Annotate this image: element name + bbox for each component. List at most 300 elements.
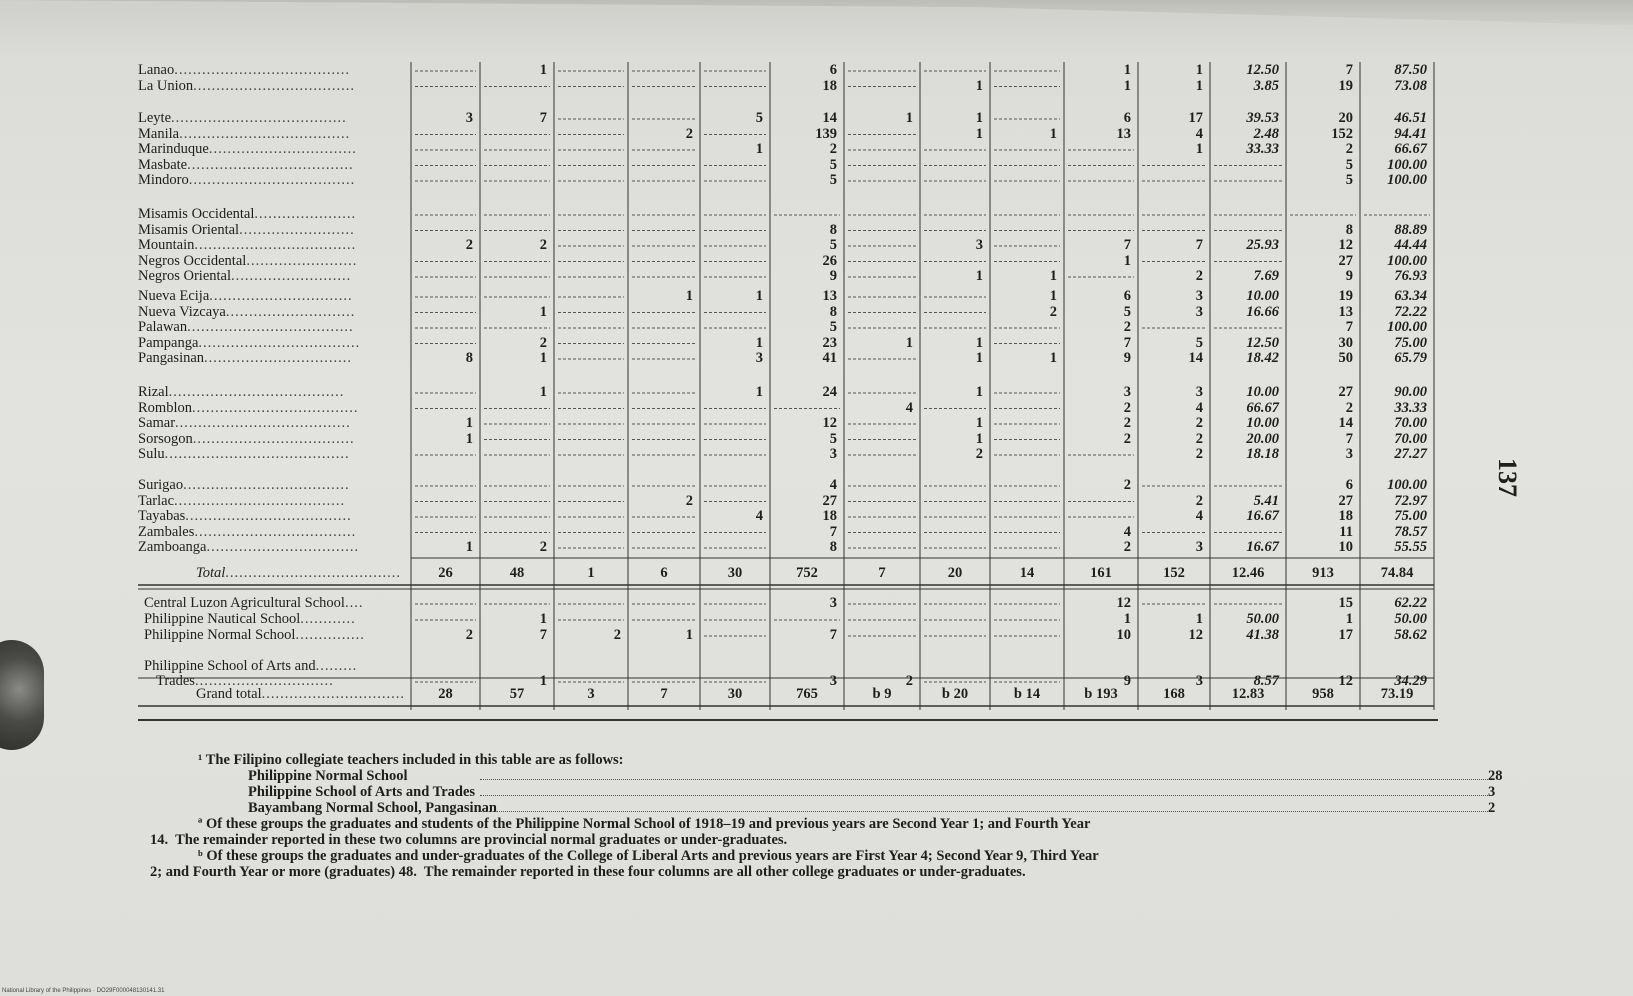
row-label-text: Leyte xyxy=(138,110,172,126)
table-cell: 3 xyxy=(587,686,595,702)
table-cell: 7 xyxy=(1345,319,1353,335)
table-cell: 1 xyxy=(905,110,913,126)
row-label-text: Sorsogon xyxy=(138,430,193,447)
table-cell: 17 xyxy=(1188,110,1203,126)
table-cell: 10.00 xyxy=(1246,288,1279,304)
footnotes xyxy=(150,752,1503,880)
table-cell: 8 xyxy=(829,221,837,238)
row-label-text: Masbate xyxy=(138,156,188,173)
table-cell: 1 xyxy=(975,334,983,351)
footnote-b-line xyxy=(150,864,1500,880)
table-cell: 2 xyxy=(1123,539,1131,555)
table-cell: 5 xyxy=(1123,303,1131,320)
table-cell: 9 xyxy=(1123,350,1131,366)
footnote-a-text: ª Of these groups the graduates and students of the Philippine Normal School of 1918–19 and previous years are Second Year 1; and Fourth Year xyxy=(198,816,1091,832)
table-cell: 27 xyxy=(1338,384,1353,400)
table-cell: 1 xyxy=(755,384,763,400)
leader-dots: .................................... xyxy=(187,319,354,335)
scan-credit: National Library of the Philippines · DO29F000048130141.31 xyxy=(2,988,165,994)
table-cell: 7 xyxy=(660,686,668,702)
table-cell: 87.50 xyxy=(1394,62,1427,78)
footnote-1-intro xyxy=(150,752,1500,768)
table-cell: 18.18 xyxy=(1246,446,1279,462)
table-cell: 63.34 xyxy=(1394,288,1427,304)
table-cell: 3 xyxy=(1195,384,1203,400)
institution-count: 2 xyxy=(1488,800,1496,816)
table-cell: 8 xyxy=(829,303,837,320)
table-cell: 1 xyxy=(685,627,693,643)
leader-dots: ...................................... xyxy=(175,415,351,431)
table-cell: 1 xyxy=(1195,611,1203,627)
table-cell: 72.22 xyxy=(1394,303,1427,320)
grand-total-row xyxy=(196,686,405,702)
row-label-text: Lanao xyxy=(138,62,175,78)
table-cell: 26 xyxy=(822,252,837,269)
row-label-text: Negros Oriental xyxy=(138,268,232,284)
leader-dots: .................................... xyxy=(183,477,350,493)
table-cell: 7 xyxy=(1195,237,1203,253)
table-cell: 27 xyxy=(1338,492,1353,509)
table-cell: 6 xyxy=(660,565,668,581)
school-row xyxy=(144,627,365,643)
table-cell: 20.00 xyxy=(1246,430,1279,447)
table-cell: 12 xyxy=(1338,237,1353,253)
province-row xyxy=(138,141,357,157)
table-cell: 1 xyxy=(975,384,983,400)
table-cell: 152 xyxy=(1331,125,1353,142)
table-cell: 5 xyxy=(829,430,837,447)
table-cell: 12.50 xyxy=(1246,334,1279,351)
table-cell: 2 xyxy=(1195,492,1203,509)
table-cell: 7 xyxy=(829,523,837,540)
table-cell: 14 xyxy=(1338,415,1353,431)
table-cell: 50 xyxy=(1338,350,1353,366)
table-cell: 3 xyxy=(1195,673,1203,689)
table-cell: 30 xyxy=(727,565,743,581)
table-cell: 100.00 xyxy=(1387,252,1427,269)
table-cell: 72.97 xyxy=(1394,492,1427,509)
leader-dots: ...................................... xyxy=(225,565,402,581)
table-cell: 2 xyxy=(465,237,473,253)
table-cell: 2 xyxy=(539,334,547,351)
footnote-b-text: 2; and Fourth Year or more (graduates) 48. The remainder reported in these four columns are all other college graduates or under-graduates. xyxy=(150,864,1026,880)
table-cell: 20 xyxy=(947,565,963,581)
table-cell: 4 xyxy=(755,508,763,524)
leader-dots: ...................................... xyxy=(168,384,345,400)
province-row xyxy=(138,62,350,78)
table-cell: 1 xyxy=(539,62,547,78)
leader-dots: ............ xyxy=(300,611,356,627)
table-cell: b 193 xyxy=(1084,686,1118,702)
table-cell: 50.00 xyxy=(1246,611,1279,627)
table-cell: 3 xyxy=(829,595,837,611)
table-cell: 2 xyxy=(1123,430,1131,447)
table-cell: 3 xyxy=(755,350,763,366)
table-cell: b 20 xyxy=(941,686,969,702)
table-cell: 2 xyxy=(685,492,693,509)
table-cell: 7 xyxy=(1123,237,1131,253)
row-label-text: Nueva Ecija xyxy=(138,288,210,304)
table-cell: 2 xyxy=(685,125,693,142)
leader-dots: ................................... xyxy=(192,430,355,447)
table-cell: 1 xyxy=(1123,252,1131,269)
leader-dots: ..................................... xyxy=(179,125,351,142)
table-cell: 1 xyxy=(975,415,983,431)
row-label-text: Misamis Occidental xyxy=(138,206,255,222)
row-label-text: Surigao xyxy=(138,477,184,493)
row-label-text: Nueva Vizcaya xyxy=(138,303,226,320)
row-label-text: Negros Occidental xyxy=(138,252,247,269)
table-cell: 10 xyxy=(1338,539,1353,555)
table-cell: 8 xyxy=(829,539,837,555)
table-cell: 41 xyxy=(822,350,837,366)
row-label-text: Philippine Nautical School xyxy=(144,611,301,627)
table-cell: 168 xyxy=(1163,686,1185,702)
table-cell: 33.33 xyxy=(1394,399,1427,416)
province-row xyxy=(138,431,355,447)
table-cell: 13 xyxy=(1116,125,1131,142)
school-row xyxy=(144,658,357,674)
row-label-text: Mountain xyxy=(138,237,195,253)
province-row xyxy=(138,206,356,222)
province-row xyxy=(138,508,352,524)
province-row xyxy=(138,222,355,238)
table-cell: 7.69 xyxy=(1253,268,1279,284)
row-label-text: Philippine School of Arts and xyxy=(144,658,316,674)
table-cell: 12.83 xyxy=(1231,686,1265,702)
table-cell: 1 xyxy=(539,303,547,320)
table-cell: b 14 xyxy=(1013,686,1041,702)
institution-count: 28 xyxy=(1488,768,1503,784)
table-cell: 7 xyxy=(539,627,547,643)
table-cell: 50.00 xyxy=(1394,611,1427,627)
row-label-text: Mindoro xyxy=(138,172,189,188)
table-cell: 9 xyxy=(829,268,837,284)
table-cell: 18 xyxy=(822,508,837,524)
province-row xyxy=(138,126,350,142)
table-cell: 2 xyxy=(1195,268,1203,284)
table-cell: 2 xyxy=(1195,415,1203,431)
table-cell: 4 xyxy=(1195,125,1203,142)
table-cell: 7 xyxy=(829,627,837,643)
table-cell: 2 xyxy=(1049,303,1057,320)
row-label-text: Palawan xyxy=(138,319,188,335)
table-cell: 100.00 xyxy=(1387,172,1427,188)
table-cell: 73.19 xyxy=(1380,686,1414,702)
table-cell: 3 xyxy=(1195,288,1203,304)
institution-name: Bayambang Normal School, Pangasinan xyxy=(248,800,497,816)
row-label-text: Pampanga xyxy=(138,334,199,351)
table-cell: 44.44 xyxy=(1394,237,1427,253)
table-cell: 94.41 xyxy=(1394,125,1427,142)
leader-dots: .................................... xyxy=(191,399,359,416)
table-cell: 1 xyxy=(975,77,983,94)
row-label-text: Manila xyxy=(138,125,180,142)
table-cell: 1 xyxy=(905,334,913,351)
row-label-text: Tarlac xyxy=(138,492,175,509)
table-cell: 7 xyxy=(1345,62,1353,78)
table-cell: 12 xyxy=(822,415,837,431)
province-row xyxy=(138,288,353,304)
footnote-b-line xyxy=(150,848,1500,864)
thumb-shadow xyxy=(0,640,44,750)
province-row xyxy=(138,493,345,509)
row-label-text: Samar xyxy=(138,415,176,431)
row-label-text: Grand total xyxy=(196,686,262,702)
table-cell: 6 xyxy=(829,62,837,78)
table-cell: 18.42 xyxy=(1246,350,1279,366)
leader-dots: ...................... xyxy=(254,206,357,222)
table-cell: 58.62 xyxy=(1394,627,1427,643)
table-cell: 39.53 xyxy=(1246,110,1279,126)
table-cell: 75.00 xyxy=(1394,508,1427,524)
total-row xyxy=(196,565,401,581)
table-cell: 2 xyxy=(1123,399,1131,416)
table-cell: 73.08 xyxy=(1394,77,1427,94)
table-cell: 1 xyxy=(755,288,763,304)
table-cell: 4 xyxy=(905,399,913,416)
table-cell: 765 xyxy=(796,686,818,702)
table-cell: 1 xyxy=(755,141,763,157)
province-row xyxy=(138,415,351,431)
leader-dots: ......... xyxy=(315,658,358,674)
table-cell: 2 xyxy=(1345,141,1353,157)
province-row xyxy=(138,110,347,126)
footnote-b-text: ᵇ Of these groups the graduates and under-graduates of the College of Liberal Arts and previous years are First Year 4; Second Year 9, Third Year xyxy=(198,848,1099,864)
table-cell: 10 xyxy=(1116,627,1131,643)
leader-dots: ................................ xyxy=(204,350,353,366)
row-label-text: Zamboanga xyxy=(138,539,207,555)
table-cell: 5 xyxy=(829,319,837,335)
table-cell: 74.84 xyxy=(1380,565,1414,581)
table-cell: 1 xyxy=(975,110,983,126)
footnote-a-text: 14. The remainder reported in these two columns are provincial normal graduates or under-graduates. xyxy=(150,832,788,848)
table-cell: 88.89 xyxy=(1394,221,1427,238)
table-cell: 1 xyxy=(975,125,983,142)
leader-dots: ........................................ xyxy=(164,446,350,462)
table-cell: 4 xyxy=(1195,399,1203,416)
table-cell: 12.50 xyxy=(1246,62,1279,78)
table-cell: 5 xyxy=(829,237,837,253)
leader-dots: ............... xyxy=(295,627,365,643)
table-cell: 152 xyxy=(1163,565,1185,581)
table-cell: 1 xyxy=(539,673,547,689)
table-cell: 2 xyxy=(1123,319,1131,335)
table-cell: 139 xyxy=(815,125,837,142)
table-cell: 3 xyxy=(975,237,983,253)
province-row xyxy=(138,446,350,462)
table-cell: 2 xyxy=(1123,477,1131,493)
leader-dots: .............................. xyxy=(194,673,334,689)
leader-dots: ..................................... xyxy=(174,492,346,509)
province-row xyxy=(138,157,354,173)
table-cell: 46.51 xyxy=(1394,110,1427,126)
table-cell: 3 xyxy=(1123,384,1131,400)
table-cell: 5 xyxy=(1345,172,1353,188)
table-cell: 3 xyxy=(829,673,837,689)
table-cell: 161 xyxy=(1090,565,1112,581)
footnote-a-line xyxy=(150,832,1500,848)
table-cell: 15 xyxy=(1338,595,1353,611)
table-cell: 9 xyxy=(1345,268,1353,284)
table-cell: 34.29 xyxy=(1394,673,1427,689)
leader-dots: ............................... xyxy=(209,288,353,304)
institution-name: Philippine Normal School xyxy=(248,768,408,784)
table-cell: 1 xyxy=(539,384,547,400)
table-cell: 5 xyxy=(829,156,837,173)
footnote-1-item xyxy=(150,768,1503,784)
table-cell: 57 xyxy=(509,686,525,702)
school-row xyxy=(144,611,356,627)
table-cell: 2 xyxy=(829,141,837,157)
table-cell: 100.00 xyxy=(1387,477,1427,493)
table-cell: 2 xyxy=(905,673,913,689)
statistics-table xyxy=(138,62,1498,742)
table-cell: 913 xyxy=(1312,565,1334,581)
row-label-text: Romblon xyxy=(138,399,192,416)
table-cell: 18 xyxy=(822,77,837,94)
page-number: 137 xyxy=(1493,458,1522,497)
row-label-text: La Union xyxy=(138,77,194,94)
table-cell: 12 xyxy=(1188,627,1203,643)
table-cell: 26 xyxy=(438,565,453,581)
table-cell: 90.00 xyxy=(1394,384,1427,400)
table-cell: 27.27 xyxy=(1394,446,1427,462)
institution-count: 3 xyxy=(1488,784,1496,800)
footnote-1-text: ¹ The Filipino collegiate teachers included in this table are as follows: xyxy=(198,752,624,768)
table-cell: 1 xyxy=(587,565,595,581)
table-cell: 66.67 xyxy=(1394,141,1427,157)
table-cell: 6 xyxy=(1345,477,1353,493)
table-cell: 7 xyxy=(1345,430,1353,447)
table-cell: 55.55 xyxy=(1394,539,1427,555)
province-row xyxy=(138,350,352,366)
table-cell: 958 xyxy=(1312,686,1334,702)
leader-dots: ................................... xyxy=(194,237,357,253)
table-cell: 6 xyxy=(1123,110,1131,126)
table-cell: 16.66 xyxy=(1246,303,1279,320)
table-cell: 78.57 xyxy=(1394,523,1427,540)
table-cell: 62.22 xyxy=(1394,595,1427,611)
table-cell: 27 xyxy=(822,492,837,509)
row-label-text: Total xyxy=(196,565,226,581)
leader-dots: .................................... xyxy=(185,508,352,524)
table-cell: 30 xyxy=(727,686,743,702)
table-cell: 8.57 xyxy=(1253,673,1279,689)
table-cell: 3 xyxy=(1195,303,1203,320)
row-label-text: Philippine Normal School xyxy=(144,627,296,643)
table-cell: 1 xyxy=(539,611,547,627)
leader-dots: ................................ xyxy=(208,141,357,157)
table-cell: 12.46 xyxy=(1231,565,1265,581)
province-row xyxy=(138,319,354,335)
table-cell: 1 xyxy=(465,415,473,431)
leader-dots: ...................................... xyxy=(171,110,347,126)
province-row xyxy=(138,524,356,540)
table-cell: 70.00 xyxy=(1394,415,1427,431)
table-cell: 48 xyxy=(509,565,525,581)
table-cell: 1 xyxy=(465,430,473,447)
row-label-text: Zambales xyxy=(138,523,195,540)
leader-dots: ......................... xyxy=(239,221,355,238)
table-cell: 4 xyxy=(1195,508,1203,524)
table-cell: 2 xyxy=(1195,446,1203,462)
province-row xyxy=(138,78,355,94)
footnote-a-line xyxy=(150,816,1500,832)
table-cell: 30 xyxy=(1338,334,1353,351)
table-cell: 23 xyxy=(822,334,837,351)
table-cell: 13 xyxy=(1338,303,1353,320)
province-row xyxy=(138,268,351,284)
table-cell: 19 xyxy=(1338,77,1353,94)
table-cell: 2 xyxy=(539,237,547,253)
table-cell: 14 xyxy=(1019,565,1035,581)
table-cell: 752 xyxy=(796,565,818,581)
table-cell: 9 xyxy=(1123,673,1131,689)
province-row xyxy=(138,253,357,269)
leader-dots: ................................... xyxy=(193,77,356,94)
table-cell: 8 xyxy=(1345,221,1353,238)
table-cell: 1 xyxy=(1049,350,1057,366)
table-cell: 66.67 xyxy=(1246,399,1279,416)
table-cell: 1 xyxy=(1049,288,1057,304)
province-row xyxy=(138,335,360,351)
leader-dots: ................................... xyxy=(198,334,361,351)
table-cell: 3 xyxy=(465,110,473,126)
footnote-1-item xyxy=(150,784,1500,800)
table-cell: 25.93 xyxy=(1246,237,1279,253)
table-cell: 1 xyxy=(1123,611,1131,627)
leader-dots: .......................... xyxy=(231,268,352,284)
table-cell: 19 xyxy=(1338,288,1353,304)
table-cell: b 9 xyxy=(872,686,892,702)
footnote-1-item xyxy=(150,800,1500,816)
table-cell: 7 xyxy=(539,110,547,126)
table-cell: 17 xyxy=(1338,627,1353,643)
row-label-text: Marinduque xyxy=(138,141,209,157)
table-cell: 8 xyxy=(465,350,473,366)
province-row xyxy=(138,477,350,493)
row-label-text: Rizal xyxy=(138,384,169,400)
leader-dots: .................................... xyxy=(188,172,356,188)
school-row xyxy=(144,595,363,611)
table-cell: 76.93 xyxy=(1394,268,1427,284)
row-label-text: Pangasinan xyxy=(138,350,205,366)
row-label-text: Misamis Oriental xyxy=(138,221,240,238)
table-cell: 2 xyxy=(613,627,621,643)
table-cell: 65.79 xyxy=(1394,350,1427,366)
row-label-text: Tayabas xyxy=(138,508,186,524)
table-cell: 4 xyxy=(829,477,837,493)
table-cell: 14 xyxy=(822,110,837,126)
table-cell: 5.41 xyxy=(1253,492,1279,509)
province-row xyxy=(138,237,356,253)
leader-dots: .................................... xyxy=(187,156,354,173)
table-cell: 2 xyxy=(539,539,547,555)
table-cell: 13 xyxy=(822,288,837,304)
table-cell: 1 xyxy=(975,268,983,284)
province-row xyxy=(138,172,355,188)
table-cell: 1 xyxy=(1195,77,1203,94)
table-cell: 33.33 xyxy=(1246,141,1279,157)
table-cell: 100.00 xyxy=(1387,319,1427,335)
leader-dots: ............................ xyxy=(225,303,356,320)
table-cell: 2 xyxy=(1195,430,1203,447)
table-cell: 6 xyxy=(1123,288,1131,304)
leader-dots: ............................... xyxy=(261,686,406,702)
table-cell: 3 xyxy=(829,446,837,462)
table-cell: 5 xyxy=(829,172,837,188)
